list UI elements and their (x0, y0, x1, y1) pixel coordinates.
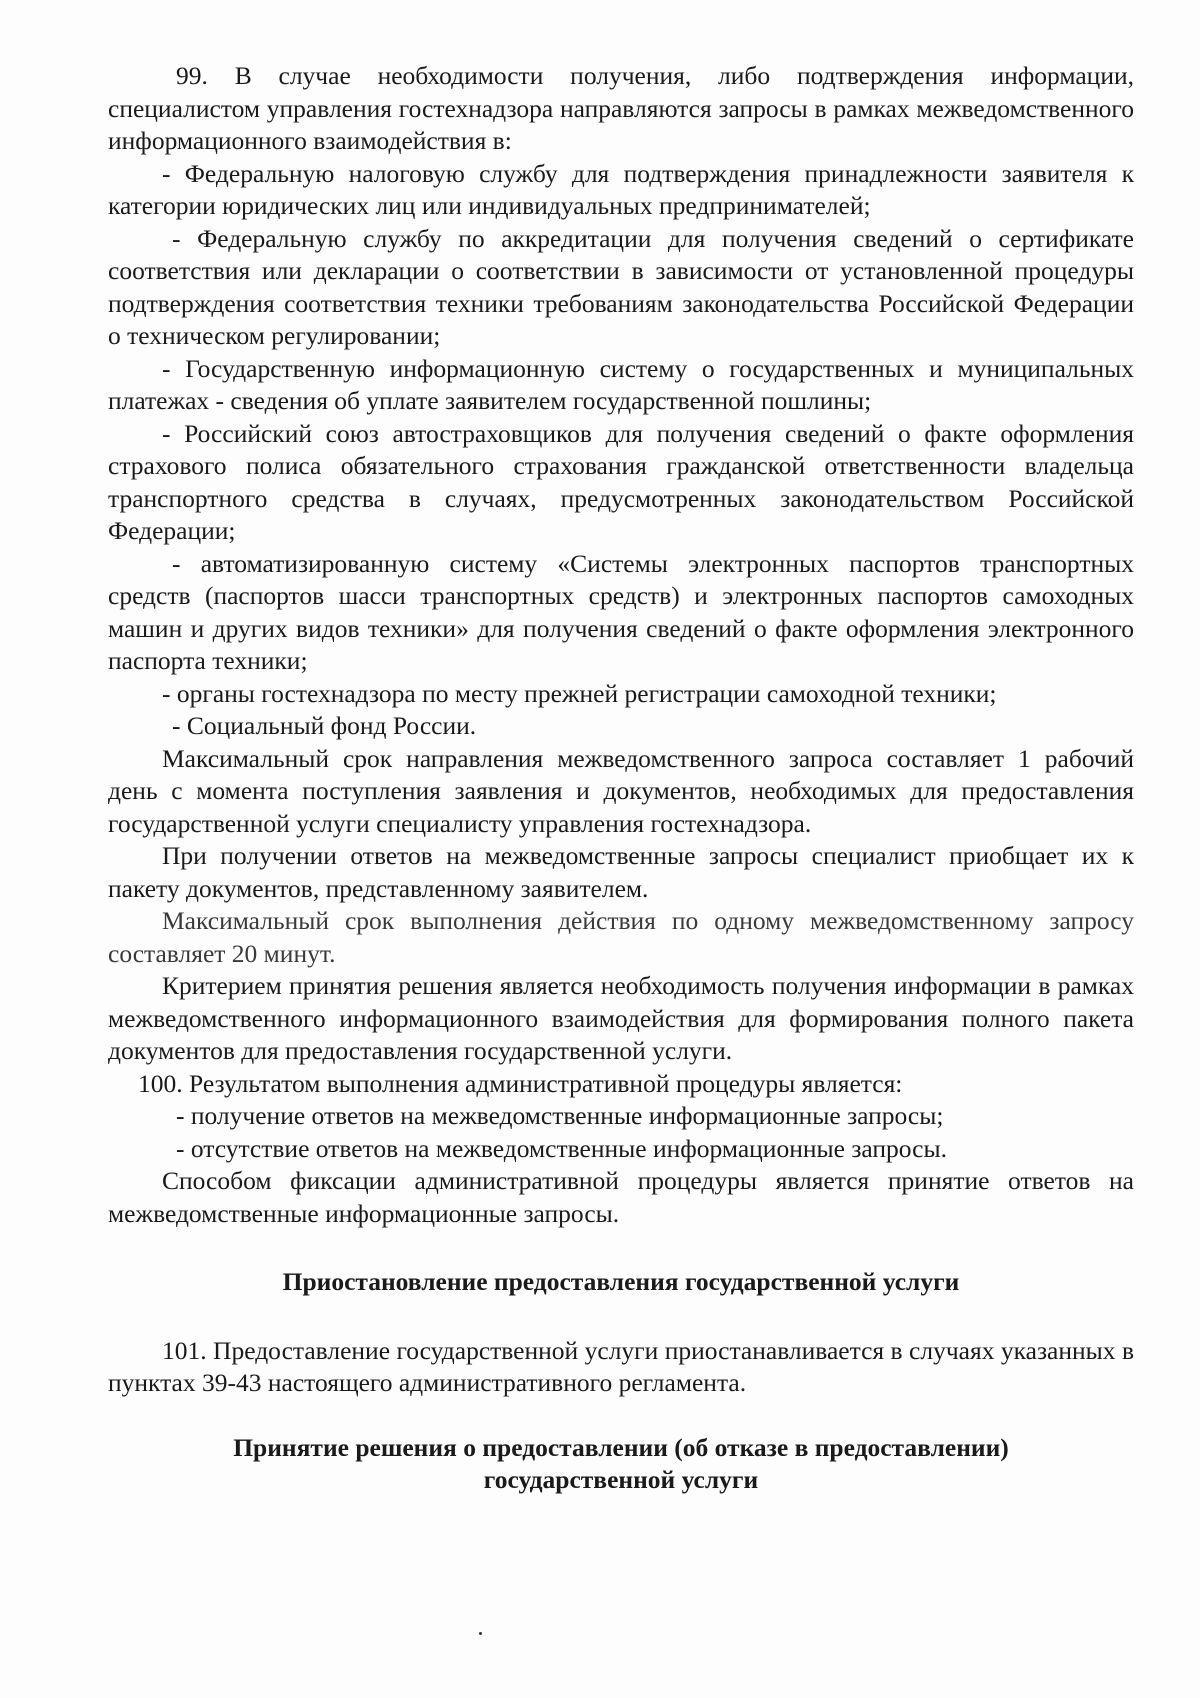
heading-decision-line1: Принятие решения о предоставлении (об отказе в предоставлении) (233, 1432, 1009, 1462)
scan-artifact-dot (479, 1632, 482, 1635)
list-item-gostekhnadzor-bodies: - органы гостехнадзора по месту прежней регистрации самоходной техники; (162, 678, 997, 708)
paragraph-99-intro: 99. В случае необходимости получения, либо подтверждения информации, специалистом управления гостехнадзора направляются запросы в рамках межведомственного информационного взаимодействия в: (108, 61, 1134, 155)
paragraph-101: 101. Предоставление государственной услуги приостанавливается в случаях указанных в пунктах 39-43 настоящего административного регламента. (108, 1335, 1134, 1397)
paragraph-100-intro: 100. Результатом выполнения административной процедуры является: (138, 1068, 903, 1098)
list-item-responses-received: - получение ответов на межведомственные информационные запросы; (176, 1101, 944, 1130)
paragraph-action-duration: Максимальный срок выполнения действия по одному межведомственному запросу составляет 20 минут. (108, 906, 1134, 968)
list-item-accreditation-service: - Федеральную службу по аккредитации для получения сведений о сертификате соответствия или декларации о соответствии в зависимости от установленной процедуры подтверждения соответствия техники требованиям законодательства Российской Федерации о техническом регулировании; (108, 223, 1134, 350)
heading-suspension: Приостановление предоставления государственной услуги (282, 1267, 960, 1296)
list-item-insurers-union: - Российский союз автостраховщиков для получения сведений о факте оформления страхового полиса обязательного страхования гражданской ответственности владельца транспортного средства в случаях, предусмотренных законодательством Российской Федерации; (108, 418, 1134, 545)
paragraph-decision-criterion: Критерием принятия решения является необходимость получения информации в рамках межведомственного информационного взаимодействия для формирования полного пакета документов для предоставления государственной услуги. (108, 971, 1134, 1065)
list-item-tax-service: - Федеральную налоговую службу для подтверждения принадлежности заявителя к категории юридических лиц или индивидуальных предпринимателей; (108, 158, 1134, 220)
list-item-responses-absent: - отсутствие ответов на межведомственные информационные запросы. (176, 1133, 947, 1163)
paragraph-responses-attached: При получении ответов на межведомственные запросы специалист приобщает их к пакету документов, представленному заявителем. (108, 841, 1134, 903)
list-item-payments-system: - Государственную информационную систему о государственных и муниципальных платежах - сведения об уплате заявителем государственной пошлины; (108, 353, 1134, 415)
document-body (108, 60, 1134, 1497)
list-item-electronic-passports: - автоматизированную систему «Системы электронных паспортов транспортных средств (паспортов шасси транспортных средств) и электронных паспортов самоходных машин и других видов техники» для получения сведений о факте оформления электронного паспорта техники; (108, 548, 1134, 675)
list-item-social-fund: - Социальный фонд России. (172, 711, 477, 740)
paragraph-fixation-method: Способом фиксации административной процедуры является принятие ответов на межведомственные информационные запросы. (108, 1166, 1134, 1228)
heading-decision-line2: государственной услуги (483, 1465, 759, 1494)
paragraph-max-request-term: Максимальный срок направления межведомственного запроса составляет 1 рабочий день с момента поступления заявления и документов, необходимых для предоставления государственной услуги специалисту управления гостехнадзора. (108, 743, 1134, 838)
